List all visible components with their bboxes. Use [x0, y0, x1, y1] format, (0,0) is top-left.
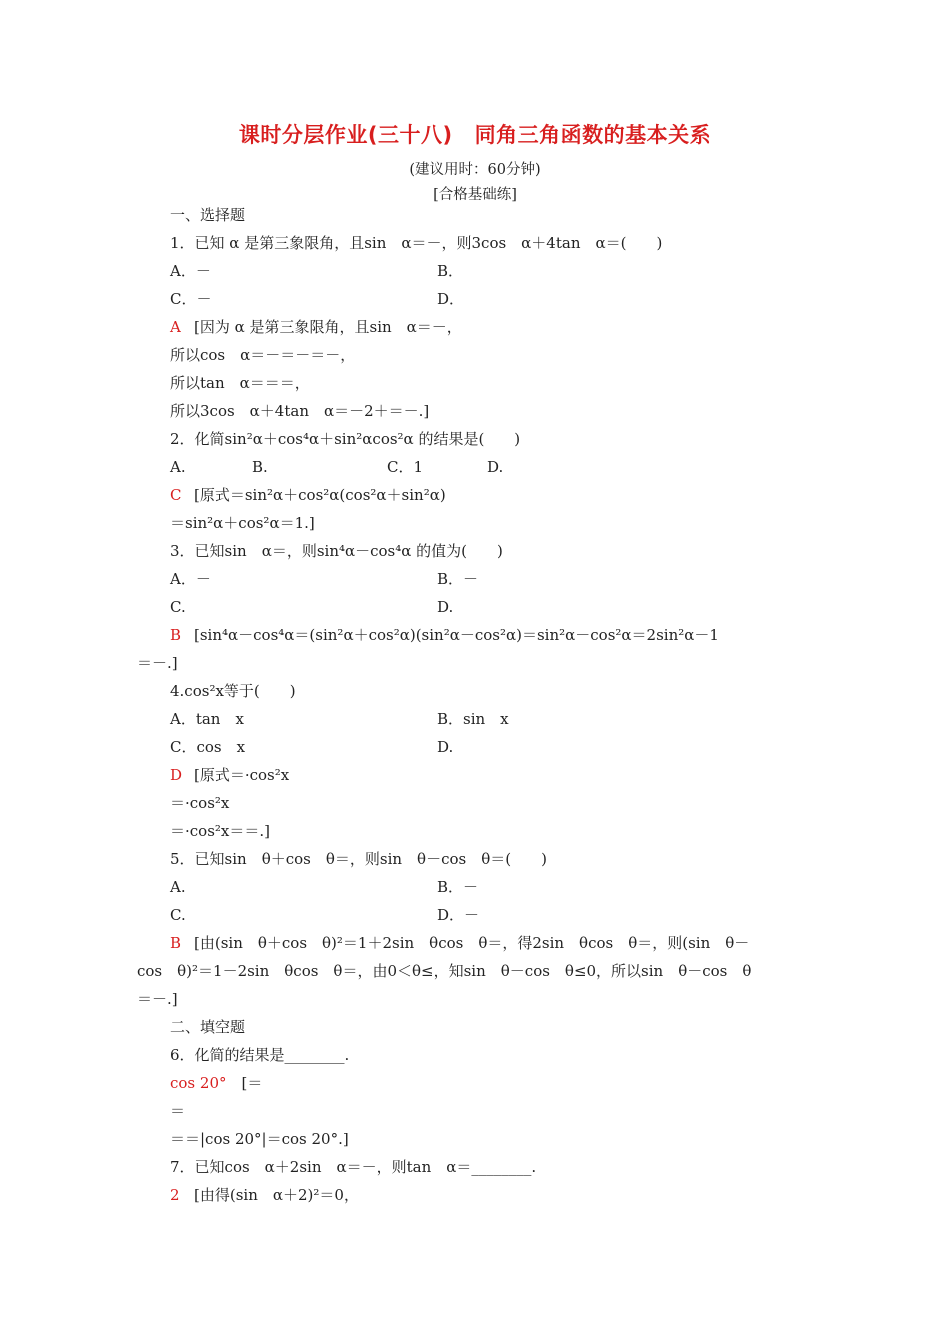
line-text: B．－ — [437, 878, 479, 896]
answer-key: B — [170, 626, 182, 644]
text-line — [437, 737, 453, 757]
line-text: D. — [437, 738, 454, 756]
line-text: 7．已知cos α＋2sin α＝－，则tan α＝________. — [170, 1158, 537, 1176]
line-text: D. — [437, 598, 454, 616]
text-line — [170, 1045, 349, 1065]
line-text: B．sin x — [437, 710, 509, 728]
line-text: 一、选择题 — [170, 206, 246, 224]
line-text: [由得(sin α＋2)²＝0， — [194, 1186, 359, 1204]
text-line — [170, 541, 503, 561]
line-text: 3．已知sin α＝，则sin⁴α－cos⁴α 的值为( ) — [170, 542, 503, 560]
text-line — [170, 261, 211, 281]
text-line — [170, 793, 229, 813]
text-line — [170, 877, 186, 897]
line-text: 1．已知 α 是第三象限角，且sin α＝－，则3cos α＋4tan α＝( ) — [170, 234, 663, 252]
text-line — [137, 653, 178, 673]
text-line — [170, 1129, 349, 1149]
text-line — [437, 569, 478, 589]
title-right: 同角三角函数的基本关系 — [474, 123, 712, 147]
line-text: ＝＝|cos 20°|＝cos 20°.] — [170, 1130, 349, 1148]
text-line — [170, 625, 719, 645]
line-text: 4.cos²x等于( ) — [170, 682, 296, 700]
line-text: C．cos x — [170, 738, 246, 756]
text-line — [170, 765, 289, 785]
text-line — [170, 933, 749, 953]
text-line — [170, 905, 186, 925]
line-text: B． — [437, 262, 464, 280]
text-line — [437, 709, 509, 729]
text-line — [252, 457, 268, 477]
line-text: ＝ — [170, 1102, 186, 1120]
line-text: C．－ — [170, 290, 212, 308]
line-text: [原式＝sin²α＋cos²α(cos²α＋sin²α) — [194, 486, 446, 504]
text-line — [170, 569, 211, 589]
text-line — [170, 821, 270, 841]
line-text: A．－ — [170, 570, 211, 588]
line-text: 二、填空题 — [170, 1018, 246, 1036]
answer-key: B — [170, 934, 182, 952]
text-line — [437, 877, 478, 897]
text-line — [437, 905, 479, 925]
text-line — [137, 989, 178, 1009]
text-line — [437, 261, 463, 281]
text-line — [170, 289, 211, 309]
text-line — [170, 1073, 262, 1093]
title-left: 课时分层作业(三十八) — [238, 123, 453, 147]
line-text: 所以cos α＝－＝－＝－， — [170, 346, 356, 364]
line-text: C. — [170, 598, 186, 616]
line-text: [由(sin θ＋cos θ)²＝1＋2sin θcos θ＝，得2sin θcos θ＝，则(sin θ－ — [194, 934, 750, 952]
line-text: ＝·cos²x — [170, 794, 230, 812]
line-text: 2．化简sin²α＋cos⁴α＋sin²αcos²α 的结果是( ) — [170, 430, 521, 448]
text-line — [170, 849, 547, 869]
line-text: A. — [170, 878, 186, 896]
answer-key: A — [170, 318, 181, 336]
line-text: D． — [437, 290, 465, 308]
answer-key: 2 — [170, 1186, 180, 1204]
text-line — [170, 513, 315, 533]
text-line — [170, 205, 245, 225]
line-text: 6．化简的结果是________. — [170, 1046, 350, 1064]
text-line — [170, 401, 429, 421]
line-text: A．－ — [170, 262, 211, 280]
line-text: [原式＝·cos²x — [194, 766, 290, 784]
line-text: C．1 — [387, 458, 424, 476]
answer-key: D — [170, 766, 183, 784]
text-line — [170, 429, 520, 449]
line-text: ＝－.] — [137, 654, 178, 672]
line-text: C. — [170, 906, 186, 924]
text-line — [487, 457, 503, 477]
text-line — [170, 485, 446, 505]
line-text: B. — [252, 458, 268, 476]
text-line — [437, 597, 453, 617]
text-line — [387, 457, 423, 477]
line-text: cos θ)²＝1－2sin θcos θ＝，由0＜θ≤，知sin θ－cos θ≤0，所以sin θ－cos θ — [137, 962, 752, 980]
text-line — [137, 961, 751, 981]
line-text: 所以3cos α＋4tan α＝－2＋＝－.] — [170, 402, 430, 420]
line-text: [因为 α 是第三象限角，且sin α＝－， — [194, 318, 462, 336]
line-text: [＝ — [226, 1074, 263, 1092]
text-line — [170, 737, 245, 757]
text-line — [170, 1185, 359, 1205]
text-line — [170, 709, 244, 729]
line-text: D. — [487, 458, 504, 476]
answer-key: C — [170, 486, 182, 504]
text-line — [170, 317, 462, 337]
text-line — [170, 1101, 185, 1121]
line-text: B．－ — [437, 570, 479, 588]
line-text: ＝－.] — [137, 990, 178, 1008]
text-line — [170, 233, 662, 253]
line-text: A. — [170, 458, 186, 476]
text-line — [170, 1017, 245, 1037]
answer-key: cos 20° — [170, 1074, 227, 1092]
text-line — [437, 289, 464, 309]
line-text: ＝sin²α＋cos²α＝1.] — [170, 514, 315, 532]
line-text: ＝·cos²x＝＝.] — [170, 822, 270, 840]
line-text: [sin⁴α－cos⁴α＝(sin²α＋cos²α)(sin²α－cos²α)＝sin²α－cos²α＝2sin²α－1 — [194, 626, 719, 644]
text-line — [170, 373, 310, 393]
time-note: (建议用时：60分钟) — [409, 162, 541, 178]
line-text: A．tan x — [170, 710, 244, 728]
line-text: 5．已知sin θ＋cos θ＝，则sin θ－cos θ＝( ) — [170, 850, 547, 868]
text-line — [170, 1157, 536, 1177]
text-line — [170, 597, 186, 617]
line-text: 所以tan α＝＝＝， — [170, 374, 310, 392]
section-tag: [合格基础练] — [433, 187, 517, 203]
text-line — [170, 457, 186, 477]
text-line — [170, 345, 355, 365]
text-line — [170, 681, 296, 701]
line-text: D．－ — [437, 906, 480, 924]
